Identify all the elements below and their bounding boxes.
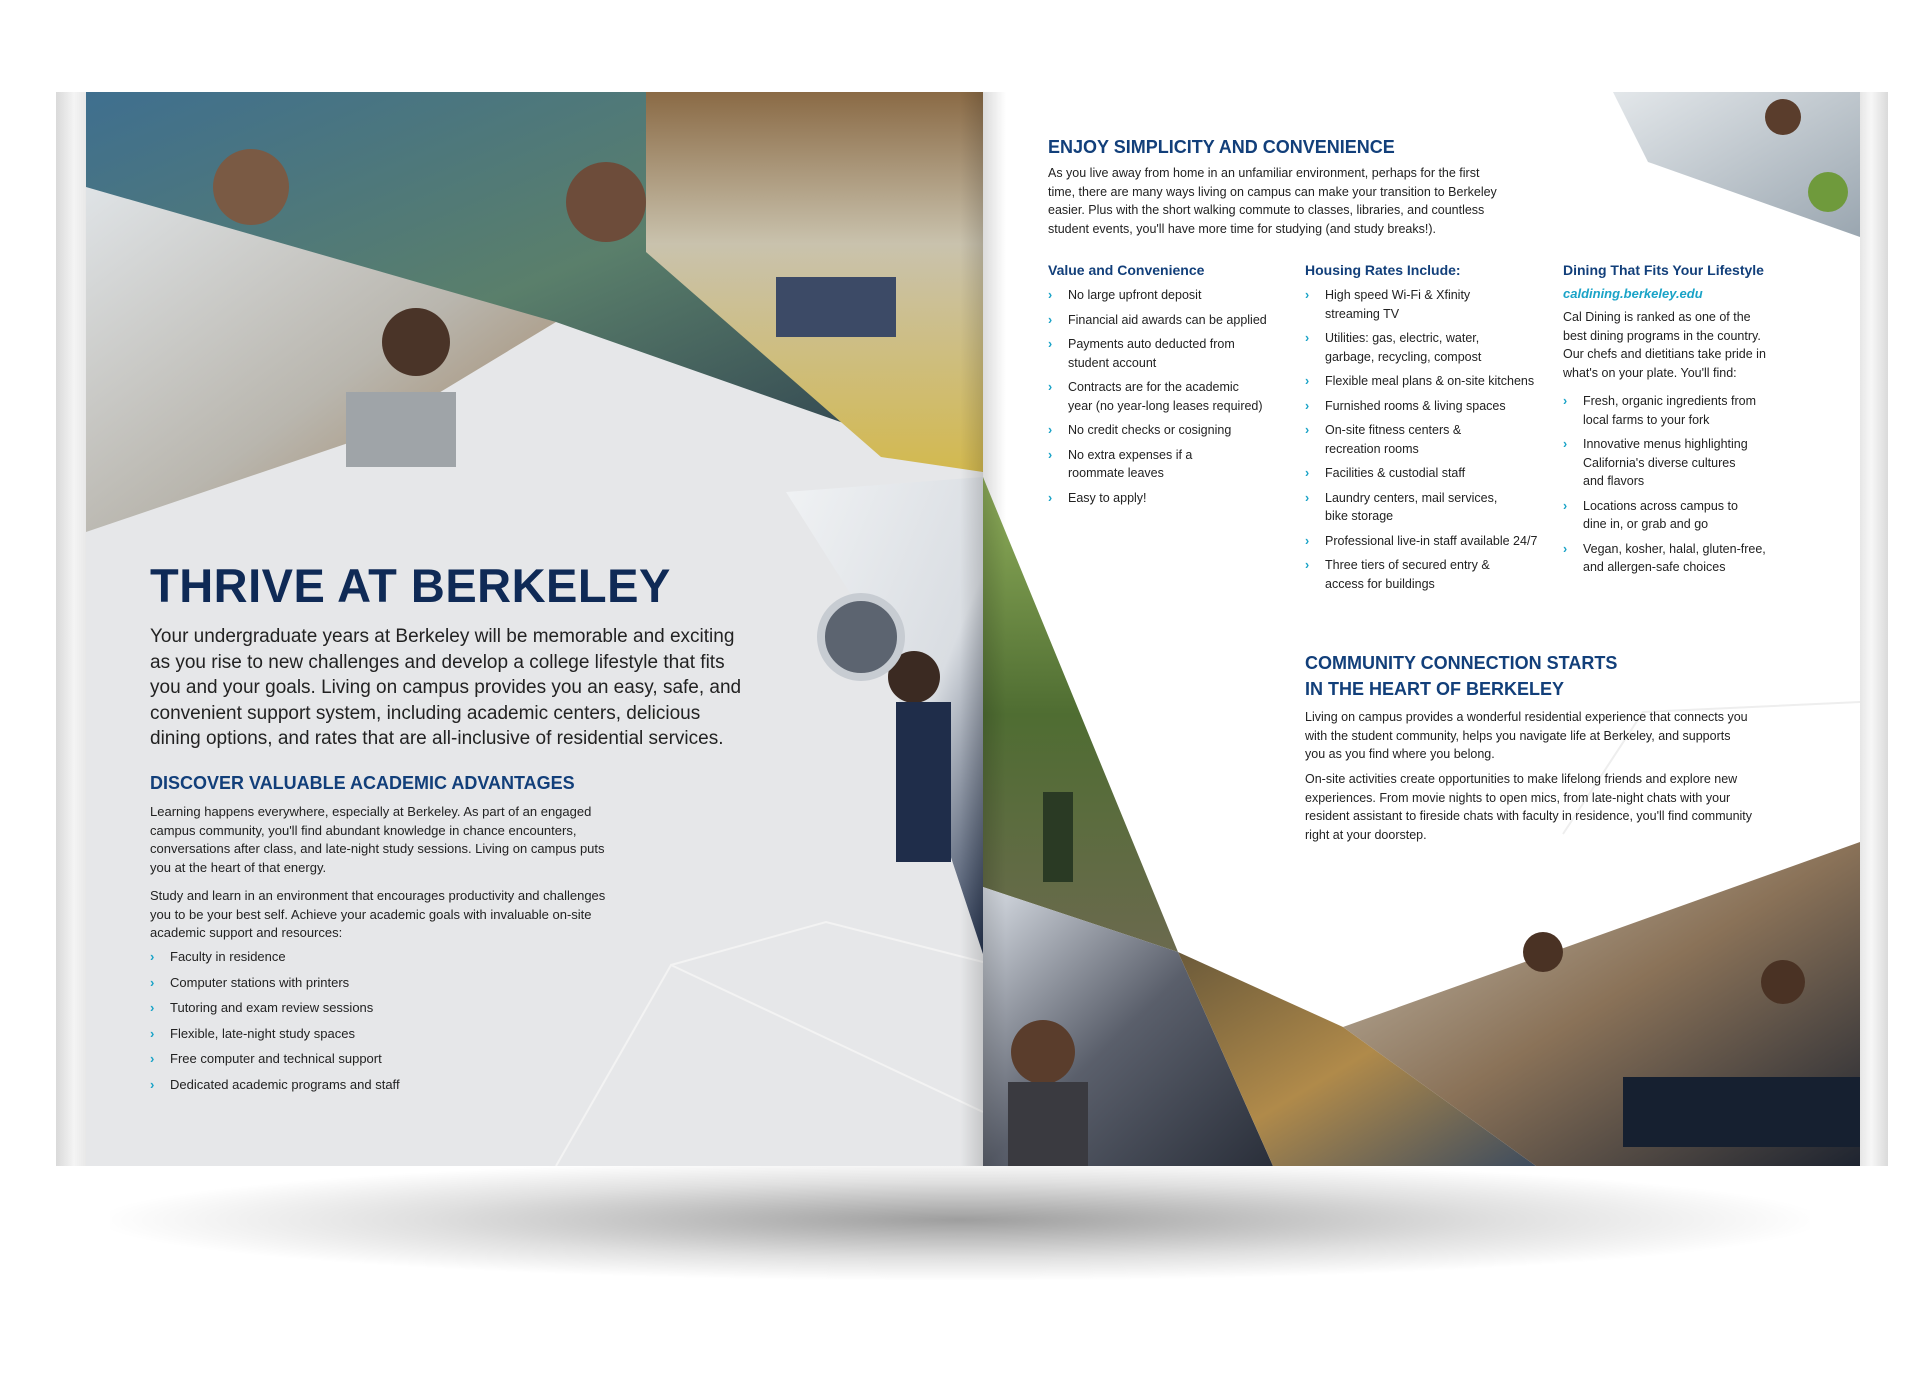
- photo-figure: [1523, 932, 1563, 972]
- list-item: › Computer stations with printers: [150, 974, 350, 990]
- title-line: IN THE HEART OF BERKELEY: [1305, 679, 1565, 699]
- section-title-academic: DISCOVER VALUABLE ACADEMIC ADVANTAGES: [150, 773, 575, 793]
- chevron-right-icon: ›: [1048, 447, 1053, 462]
- value-list: [1048, 286, 1298, 507]
- text-line: you as you find where you belong.: [1305, 747, 1495, 761]
- list-item: › Financial aid awards can be applied: [1048, 311, 1298, 330]
- section-title-community: [1305, 650, 1617, 702]
- chevron-right-icon: ›: [1305, 558, 1310, 572]
- academic-paragraph-1: [150, 803, 605, 877]
- text-line: student events, you'll have more time for studying (and study breaks!).: [1048, 221, 1436, 236]
- photo-figure: [1011, 1020, 1075, 1084]
- text-line: On-site activities create opportunities to make lifelong friends and explore new: [1305, 772, 1738, 786]
- chevron-right-icon: ›: [1305, 331, 1310, 345]
- text-line: Study and learn in an environment that encourages productivity and challenges: [150, 888, 606, 903]
- chevron-right-icon: ›: [1305, 423, 1310, 437]
- photo-figure: [1043, 792, 1073, 882]
- column-title-value: Value and Convenience: [1048, 262, 1205, 278]
- list-item: › Easy to apply!: [1048, 489, 1298, 508]
- list-item: › Flexible, late-night study spaces: [150, 1025, 355, 1041]
- title-line: COMMUNITY CONNECTION STARTS: [1305, 653, 1618, 673]
- text-line: right at your doorstep.: [1305, 827, 1427, 842]
- list-item: › On-site fitness centers & recreation rooms: [1305, 423, 1462, 456]
- text-line: you at the heart of that energy.: [150, 859, 327, 875]
- photo-studying-salad: [1613, 92, 1860, 237]
- chevron-right-icon: ›: [1305, 374, 1310, 388]
- chevron-right-icon: ›: [1563, 437, 1568, 451]
- right-photo-collage: [983, 92, 1860, 1166]
- chevron-right-icon: ›: [150, 949, 155, 964]
- list-item: › Furnished rooms & living spaces: [1305, 397, 1565, 416]
- chevron-right-icon: ›: [1048, 312, 1053, 327]
- photo-figure: [1808, 172, 1848, 212]
- list-item: › Three tiers of secured entry & access for buildings: [1305, 558, 1490, 591]
- photo-figure: [566, 162, 646, 242]
- intro-paragraph: [150, 624, 741, 752]
- photo-figure: [213, 149, 289, 225]
- text-line: campus community, you'll find abundant knowledge in chance encounters,: [150, 822, 577, 838]
- list-item: › Laundry centers, mail services, bike storage: [1305, 490, 1498, 523]
- chevron-right-icon: ›: [1048, 288, 1053, 302]
- simplicity-paragraph: [1048, 164, 1497, 238]
- decor-lines: [671, 922, 983, 965]
- list-item: › Flexible meal plans & on-site kitchens: [1305, 372, 1565, 391]
- chevron-right-icon: ›: [1048, 337, 1053, 351]
- text-line: what's on your plate. You'll find:: [1563, 365, 1737, 380]
- text-line: Cal Dining is ranked as one of the: [1563, 310, 1751, 324]
- list-item: › High speed Wi-Fi & Xfinity streaming TV: [1305, 288, 1471, 321]
- photo-figure: [1761, 960, 1805, 1004]
- dining-intro: [1563, 308, 1766, 382]
- list-item: › Tutoring and exam review sessions: [150, 1000, 374, 1015]
- decor-lines: [556, 965, 983, 1166]
- chevron-right-icon: ›: [150, 1000, 155, 1015]
- column-title-dining: Dining That Fits Your Lifestyle: [1563, 262, 1764, 278]
- page-stack-right: [1860, 92, 1888, 1166]
- text-line: best dining programs in the country.: [1563, 328, 1761, 343]
- photo-figure: [382, 308, 450, 376]
- photo-figure: [1765, 99, 1801, 135]
- text-line: easier. Plus with the short walking commute to classes, libraries, and countless: [1048, 203, 1485, 217]
- photo-figure: [1008, 1082, 1088, 1166]
- intro-line: as you rise to new challenges and develop a college lifestyle that fits: [150, 651, 725, 673]
- chevron-right-icon: ›: [150, 1025, 155, 1041]
- text-line: academic support and resources:: [150, 925, 343, 940]
- photo-figure: [1623, 1077, 1860, 1147]
- intro-line: convenient support system, including academic centers, delicious: [150, 702, 701, 724]
- book-shadow: [110, 1160, 1810, 1280]
- intro-line: Your undergraduate years at Berkeley will be memorable and exciting: [150, 626, 735, 647]
- intro-line: you and your goals. Living on campus provides you an easy, safe, and: [150, 677, 742, 698]
- list-item: › Payments auto deducted from student account: [1048, 337, 1235, 370]
- chevron-right-icon: ›: [1305, 398, 1310, 413]
- list-item: › No large upfront deposit: [1048, 286, 1298, 305]
- community-paragraph-2: [1305, 770, 1752, 844]
- list-item: › Contracts are for the academic year (no year-long leases required): [1048, 380, 1263, 413]
- text-line: time, there are many ways living on campus can make your transition to Berkeley: [1048, 184, 1497, 199]
- community-paragraph-1: [1305, 708, 1748, 764]
- chevron-right-icon: ›: [1048, 380, 1053, 394]
- list-item: › No extra expenses if a roommate leaves: [1048, 447, 1193, 480]
- right-page: [983, 92, 1860, 1166]
- chevron-right-icon: ›: [1563, 394, 1568, 408]
- chevron-right-icon: ›: [1305, 288, 1310, 302]
- chevron-right-icon: ›: [1305, 490, 1310, 505]
- housing-rates-list: [1305, 286, 1568, 593]
- chevron-right-icon: ›: [150, 1076, 155, 1092]
- chevron-right-icon: ›: [1563, 498, 1568, 513]
- photo-figure: [821, 597, 901, 677]
- page-title: THRIVE AT BERKELEY: [150, 559, 671, 612]
- text-line: As you live away from home in an unfamiliar environment, perhaps for the first: [1048, 166, 1480, 180]
- text-line: with the student community, helps you navigate life at Berkeley, and supports: [1305, 728, 1731, 743]
- text-line: Learning happens everywhere, especially at Berkeley. As part of an engaged: [150, 804, 592, 819]
- intro-line: dining options, and rates that are all-inclusive of residential services.: [150, 728, 724, 749]
- chevron-right-icon: ›: [1305, 533, 1310, 548]
- text-line: Our chefs and dietitians take pride in: [1563, 347, 1766, 361]
- academic-paragraph-2: [150, 887, 605, 943]
- column-title-housing: Housing Rates Include:: [1305, 262, 1461, 278]
- photo-campus-stairs: [983, 477, 1178, 952]
- text-line: experiences. From movie nights to open mics, from late-night chats with your: [1305, 790, 1731, 805]
- list-item: › Facilities & custodial staff: [1305, 464, 1565, 483]
- text-line: Living on campus provides a wonderful residential experience that connects you: [1305, 710, 1748, 724]
- text-line: you to be your best self. Achieve your academic goals with invaluable on-site: [150, 906, 592, 922]
- text-line: resident assistant to fireside chats with faculty in residence, you'll find community: [1305, 809, 1753, 823]
- photo-figure: [896, 702, 951, 862]
- chevron-right-icon: ›: [1048, 423, 1053, 437]
- list-item: › Utilities: gas, electric, water, garbage, recycling, compost: [1305, 331, 1482, 364]
- list-item: › Innovative menus highlighting California's diverse cultures and flavors: [1563, 437, 1748, 488]
- chevron-right-icon: ›: [150, 974, 155, 990]
- photo-laundry: [786, 477, 983, 954]
- list-item: › Faculty in residence: [150, 949, 286, 964]
- section-title-simplicity: ENJOY SIMPLICITY AND CONVENIENCE: [1048, 137, 1395, 157]
- text-line: conversations after class, and late-night study sessions. Living on campus puts: [150, 841, 605, 856]
- dining-website-link[interactable]: caldining.berkeley.edu: [1563, 286, 1703, 301]
- list-item: › Dedicated academic programs and staff: [150, 1076, 400, 1092]
- chevron-right-icon: ›: [1563, 541, 1568, 556]
- list-item: › Fresh, organic ingredients from local farms to your fork: [1563, 394, 1756, 427]
- chevron-right-icon: ›: [1305, 466, 1310, 480]
- chevron-right-icon: ›: [150, 1051, 155, 1066]
- photo-figure: [346, 392, 456, 467]
- list-item: › Professional live-in staff available 24/7: [1305, 532, 1565, 551]
- left-page: [86, 92, 983, 1166]
- page-stack-left: [56, 92, 86, 1166]
- list-item: › Vegan, kosher, halal, gluten-free, and allergen-safe choices: [1563, 541, 1766, 574]
- list-item: › Locations across campus to dine in, or grab and go: [1563, 498, 1738, 531]
- list-item: › No credit checks or cosigning: [1048, 421, 1298, 440]
- chevron-right-icon: ›: [1048, 490, 1053, 505]
- dining-list: [1563, 392, 1823, 577]
- photo-figure: [776, 277, 896, 337]
- academic-resources-list: [150, 948, 400, 1094]
- list-item: › Free computer and technical support: [150, 1051, 382, 1066]
